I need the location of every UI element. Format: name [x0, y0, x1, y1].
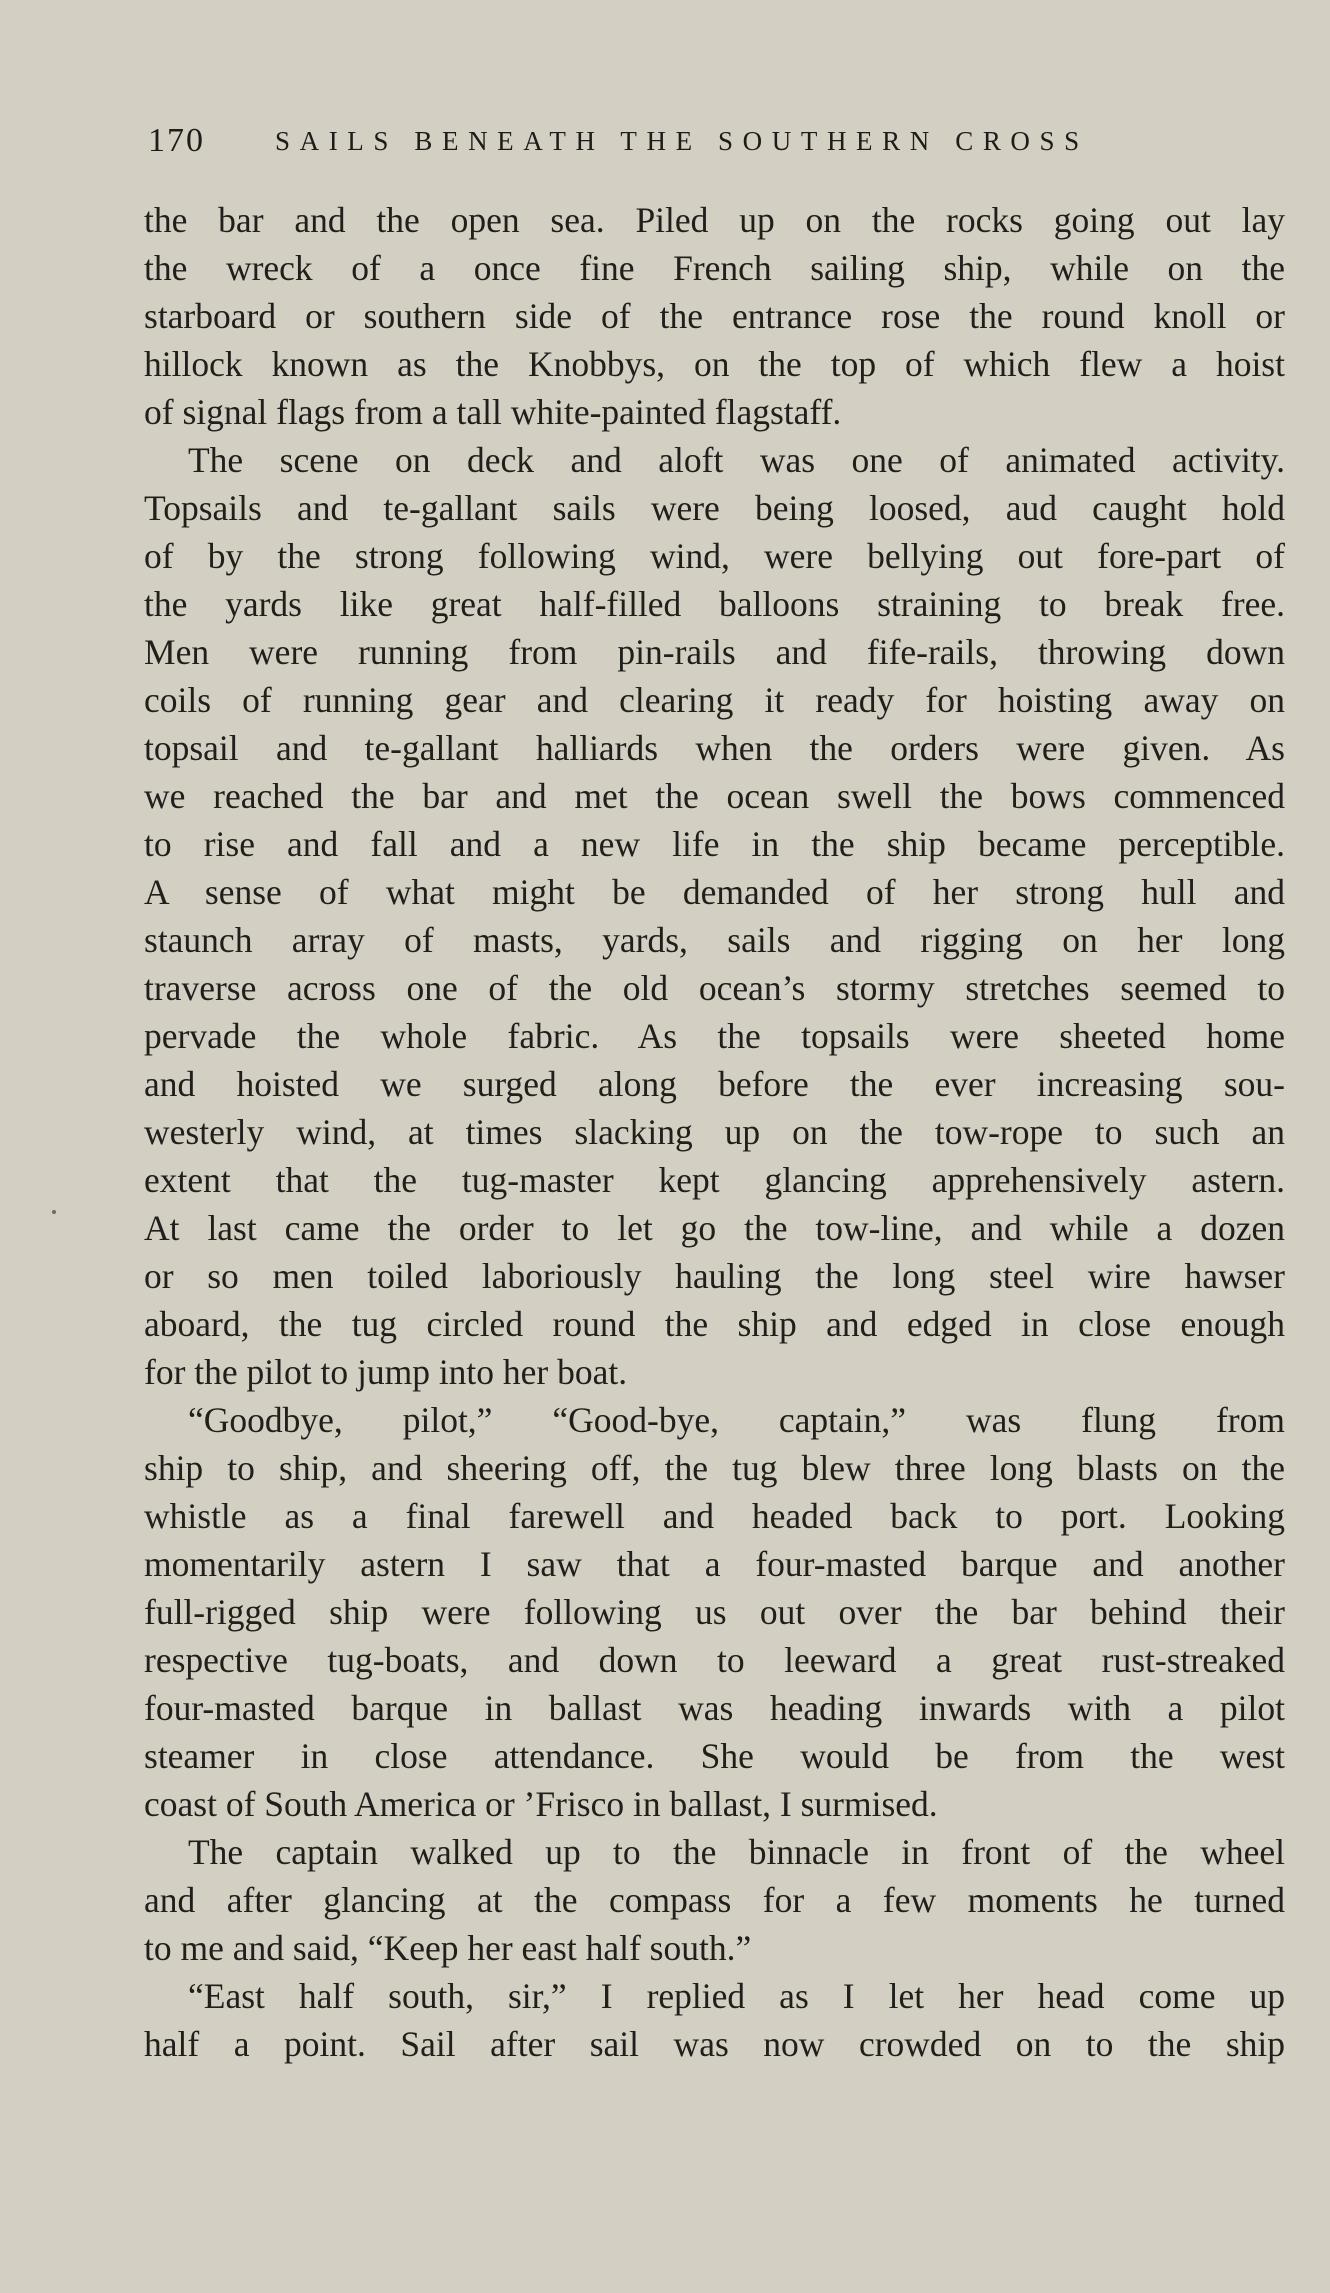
text-line: the bar and the open sea. Piled up on the rocks going out lay [144, 200, 1285, 240]
text-line: A sense of what might be demanded of her strong hull and [144, 872, 1285, 912]
text-line: or so men toiled laboriously hauling the long steel wire hawser [144, 1256, 1285, 1296]
text-line: and after glancing at the compass for a few moments he turned [144, 1880, 1285, 1920]
paper-speck [52, 1210, 56, 1214]
text-line: the wreck of a once fine French sailing ship, while on the [144, 248, 1285, 288]
text-line: four-masted barque in ballast was heading inwards with a pilot [144, 1688, 1285, 1728]
text-line: pervade the whole fabric. As the topsails were sheeted home [144, 1016, 1285, 1056]
text-line: coast of South America or ’Frisco in ballast, I surmised. [144, 1784, 938, 1824]
text-line: to me and said, “Keep her east half south.” [144, 1928, 752, 1968]
text-line: aboard, the tug circled round the ship and edged in close enough [144, 1304, 1285, 1344]
text-line: hillock known as the Knobbys, on the top of which flew a hoist [144, 344, 1285, 384]
text-line: topsail and te-gallant halliards when the orders were given. As [144, 728, 1285, 768]
text-line: half a point. Sail after sail was now crowded on to the ship [144, 2024, 1285, 2064]
text-line: the yards like great half-filled balloons straining to break free. [144, 584, 1285, 624]
text-line: to rise and fall and a new life in the ship became perceptible. [144, 824, 1285, 864]
text-line: respective tug-boats, and down to leeward a great rust-streaked [144, 1640, 1285, 1680]
text-line: of signal flags from a tall white-painted flagstaff. [144, 392, 842, 432]
text-line: Topsails and te-gallant sails were being loosed, aud caught hold [144, 488, 1285, 528]
text-line: coils of running gear and clearing it ready for hoisting away on [144, 680, 1285, 720]
page-header [148, 122, 1228, 168]
text-line: westerly wind, at times slacking up on the tow-rope to such an [144, 1112, 1285, 1152]
text-line: for the pilot to jump into her boat. [144, 1352, 628, 1392]
text-line: The scene on deck and aloft was one of animated activity. [188, 440, 1285, 480]
text-line: staunch array of masts, yards, sails and rigging on her long [144, 920, 1285, 960]
text-line: traverse across one of the old ocean’s stormy stretches seemed to [144, 968, 1285, 1008]
running-title: SAILS BENEATH THE SOUTHERN CROSS [275, 126, 1089, 156]
text-line: ship to ship, and sheering off, the tug blew three long blasts on the [144, 1448, 1285, 1488]
body-text [144, 196, 1285, 2068]
text-line: whistle as a final farewell and headed back to port. Looking [144, 1496, 1285, 1536]
text-line: “Goodbye, pilot,” “Good-bye, captain,” was flung from [188, 1400, 1285, 1440]
text-line: The captain walked up to the binnacle in front of the wheel [188, 1832, 1285, 1872]
text-line: Men were running from pin-rails and fife-rails, throwing down [144, 632, 1285, 672]
text-line: of by the strong following wind, were bellying out fore-part of [144, 536, 1285, 576]
page-number: 170 [148, 122, 205, 159]
text-line: momentarily astern I saw that a four-masted barque and another [144, 1544, 1285, 1584]
text-line: and hoisted we surged along before the ever increasing sou- [144, 1064, 1285, 1104]
text-line: “East half south, sir,” I replied as I let her head come up [188, 1976, 1285, 2016]
text-line: starboard or southern side of the entrance rose the round knoll or [144, 296, 1285, 336]
text-line: we reached the bar and met the ocean swell the bows commenced [144, 776, 1285, 816]
text-line: extent that the tug-master kept glancing apprehensively astern. [144, 1160, 1285, 1200]
text-line: steamer in close attendance. She would be from the west [144, 1736, 1285, 1776]
text-line: full-rigged ship were following us out over the bar behind their [144, 1592, 1285, 1632]
text-line: At last came the order to let go the tow-line, and while a dozen [144, 1208, 1285, 1248]
